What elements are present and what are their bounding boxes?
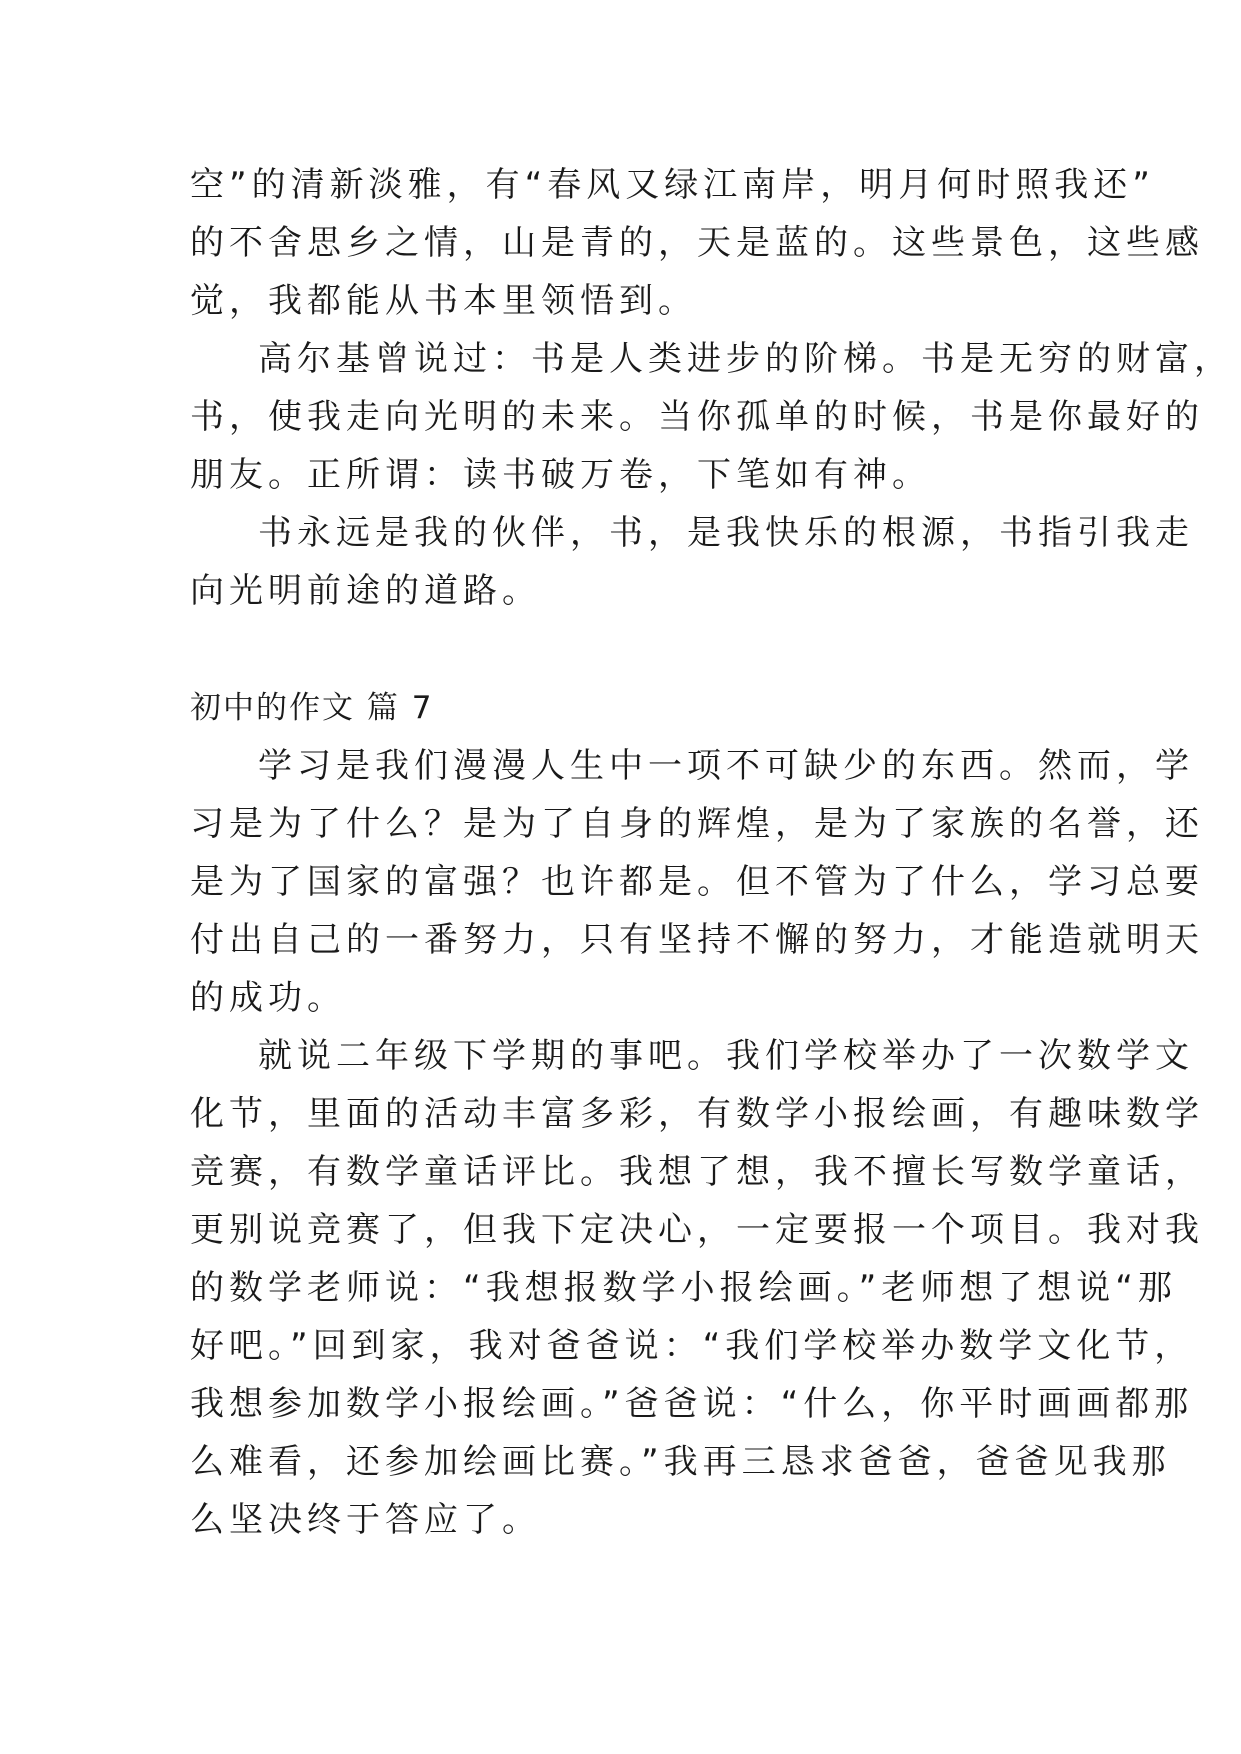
paragraph-line: 付出自己的一番努力，只有坚持不懈的努力，才能造就明天	[190, 920, 1204, 960]
paragraph-line: 是为了国家的富强？也许都是。但不管为了什么，学习总要	[190, 862, 1204, 902]
section-title: 初中的作文 篇 7	[190, 690, 434, 726]
paragraph-line: 书，使我走向光明的未来。当你孤单的时候，书是你最好的	[190, 397, 1204, 437]
paragraph-line: 我想参加数学小报绘画。”爸爸说：“什么，你平时画画都那	[190, 1384, 1194, 1424]
paragraph-line: 书永远是我的伙伴，书，是我快乐的根源，书指引我走	[258, 513, 1194, 553]
paragraph-line: 向光明前途的道路。	[190, 571, 541, 611]
paragraph-line: 的数学老师说：“我想报数学小报绘画。”老师想了想说“那	[190, 1268, 1177, 1308]
paragraph-line: 的不舍思乡之情，山是青的，天是蓝的。这些景色，这些感	[190, 223, 1204, 263]
paragraph-line: 的成功。	[190, 978, 346, 1018]
paragraph-line: 好吧。”回到家，我对爸爸说：“我们学校举办数学文化节，	[190, 1326, 1194, 1366]
paragraph-line: 觉，我都能从书本里领悟到。	[190, 281, 697, 321]
paragraph-line: 竞赛，有数学童话评比。我想了想，我不擅长写数学童话，	[190, 1152, 1204, 1192]
paragraph-line: 么难看，还参加绘画比赛。”我再三恳求爸爸，爸爸见我那	[190, 1442, 1171, 1482]
paragraph-line: 高尔基曾说过：书是人类进步的阶梯。书是无穷的财富，	[258, 339, 1233, 379]
paragraph-line: 空”的清新淡雅，有“春风又绿江南岸，明月何时照我还”	[190, 165, 1155, 205]
paragraph-line: 就说二年级下学期的事吧。我们学校举办了一次数学文	[258, 1036, 1194, 1076]
paragraph-line: 化节，里面的活动丰富多彩，有数学小报绘画，有趣味数学	[190, 1094, 1204, 1134]
paragraph-line: 朋友。正所谓：读书破万卷，下笔如有神。	[190, 455, 931, 495]
paragraph-line: 学习是我们漫漫人生中一项不可缺少的东西。然而，学	[258, 746, 1194, 786]
paragraph-line: 习是为了什么？是为了自身的辉煌，是为了家族的名誉，还	[190, 804, 1204, 844]
paragraph-line: 更别说竞赛了，但我下定决心，一定要报一个项目。我对我	[190, 1210, 1204, 1250]
paragraph-line: 么坚决终于答应了。	[190, 1500, 541, 1540]
